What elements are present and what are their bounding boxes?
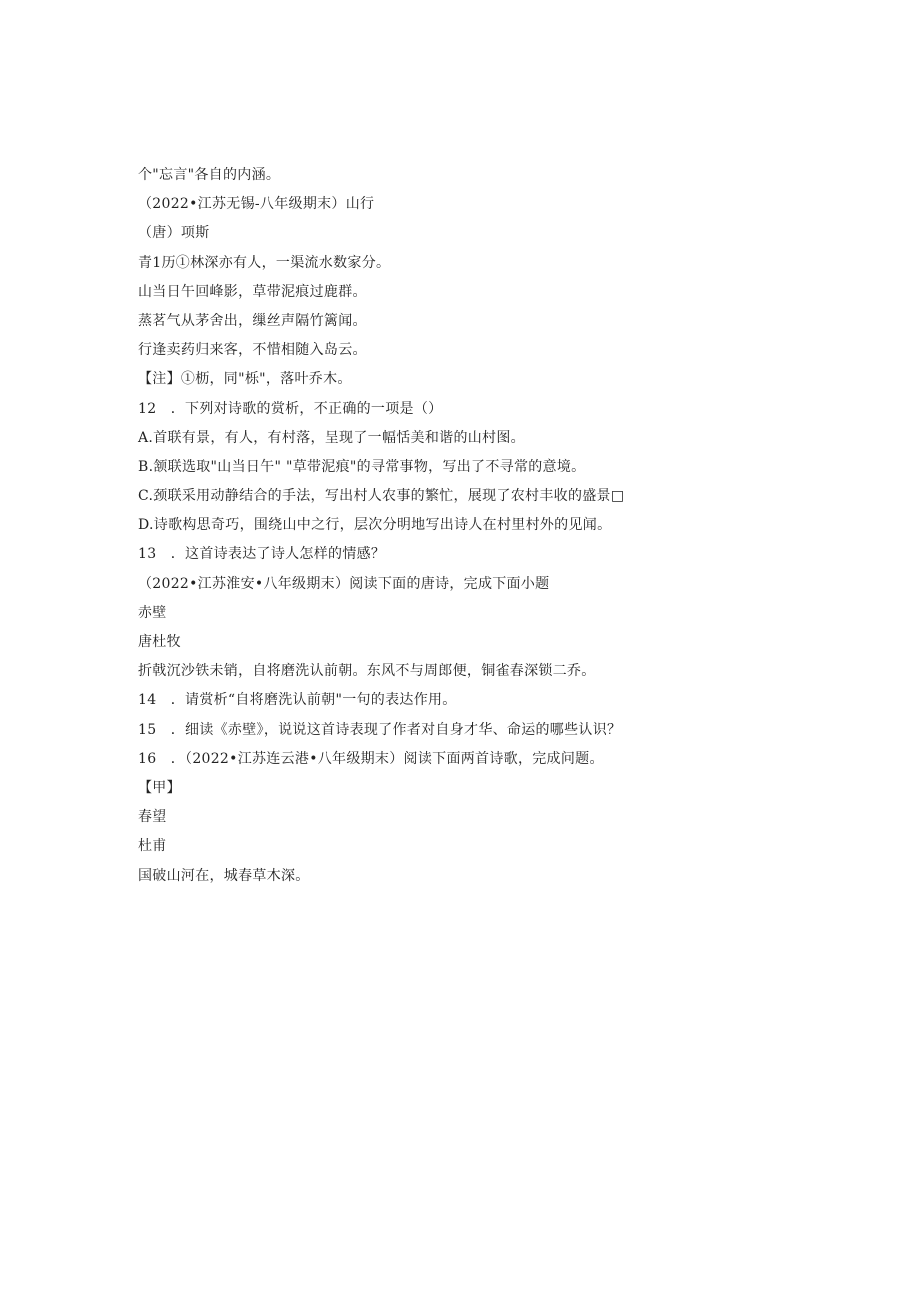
section-jia-label: 【甲】 — [138, 779, 181, 796]
poem-author-dufu: 杜甫 — [138, 838, 167, 855]
option-d: D.诗歌构思奇巧，围绕山中之行，层次分明地写出诗人在村里村外的见闻。 — [138, 517, 612, 534]
option-a: A.首联有景，有人，有村落，呈现了一幅恬美和谐的山村图。 — [138, 429, 525, 446]
poem-chibi-text: 折戟沉沙铁未销，自将磨洗认前朝。东风不与周郎便，铜雀春深锁二乔。 — [138, 663, 596, 680]
poem-line-2: 山当日午回峰影，草带泥痕过鹿群。 — [138, 283, 367, 300]
document-page — [138, 161, 898, 891]
poem-note: 【注】①枥，同"栎"，落叶乔木。 — [138, 371, 352, 388]
question-13: 13 ．这首诗表达了诗人怎样的情感？ — [138, 546, 386, 563]
option-c: C.颈联采用动静结合的手法，写出村人农事的繁忙，展现了农村丰收的盛景□ — [138, 488, 625, 505]
question-16: 16 ．（2022•江苏连云港•八年级期末）阅读下面两首诗歌，完成问题。 — [138, 750, 604, 767]
poem-line-3: 蒸茗气从茅舍出，缫丝声隔竹篱闻。 — [138, 312, 367, 329]
poem-title-chunwang: 春望 — [138, 809, 167, 826]
poem-author-xiangsi: （唐）项斯 — [138, 225, 210, 242]
text-line-wangyan-meaning: 个"忘言"各自的内涵。 — [138, 167, 281, 183]
poem-line-1: 青1历①林深亦有人，一渠流水数家分。 — [138, 254, 391, 271]
question-15: 15 ．细读《赤壁》，说说这首诗表现了作者对自身才华、命运的哪些认识？ — [138, 721, 622, 738]
option-b: B.颔联选取"山当日午" "草带泥痕"的寻常事物，写出了不寻常的意境。 — [138, 458, 586, 475]
poem-title-chibi: 赤壁 — [138, 604, 167, 621]
poem-author-dumu: 唐杜牧 — [138, 634, 181, 650]
question-14: 14 ．请赏析“自将磨洗认前朝"一句的表达作用。 — [138, 692, 457, 709]
source-line-huaian: （2022•江苏淮安•八年级期末）阅读下面的唐诗，完成下面小题 — [138, 575, 550, 592]
source-line-shanxing: （2022•江苏无锡-八年级期末）山行 — [138, 196, 375, 213]
poem-line-4: 行逢卖药归来客，不惜相随入岛云。 — [138, 342, 367, 359]
question-12: 12 ．下列对诗歌的赏析，不正确的一项是（） — [138, 400, 443, 417]
poem-chunwang-line-1: 国破山河在，城春草木深。 — [138, 867, 310, 884]
